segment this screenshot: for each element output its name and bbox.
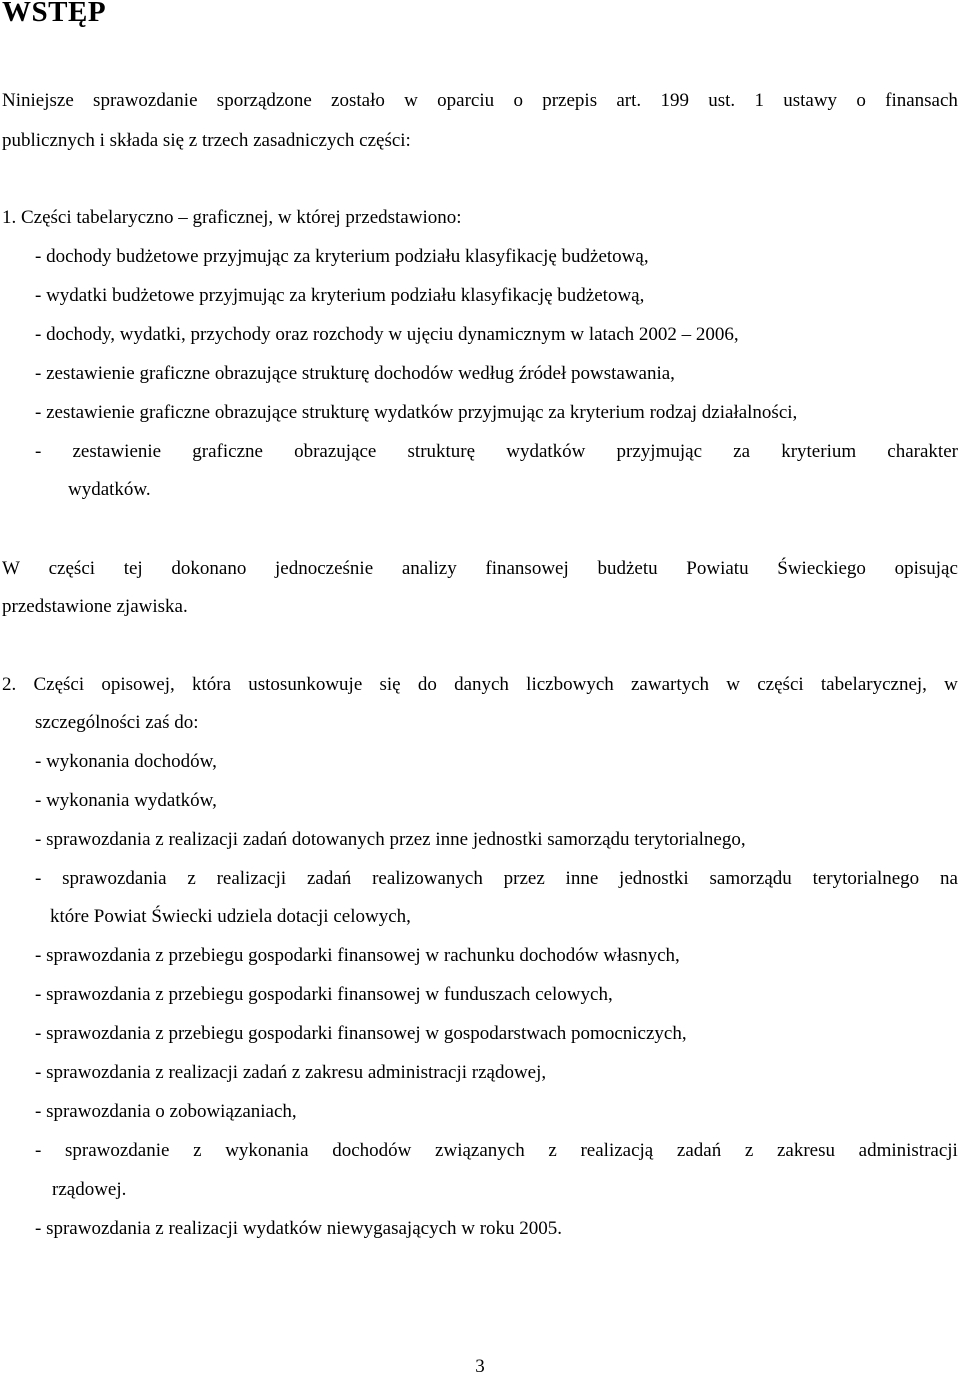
section2-title-line-2: szczególności zaś do: — [35, 712, 199, 733]
word: związanych — [435, 1140, 525, 1161]
section2-item: - wykonania dochodów, — [35, 751, 217, 772]
word: Części — [33, 674, 85, 695]
word: finansach — [885, 90, 958, 111]
word: przepis — [542, 90, 598, 111]
word: tej — [123, 558, 143, 579]
word: inne — [565, 868, 599, 889]
word: ustawy — [783, 90, 838, 111]
word: z — [193, 1140, 202, 1161]
word: terytorialnego — [812, 868, 920, 889]
word: dochodów — [332, 1140, 412, 1161]
word: sporządzone — [216, 90, 312, 111]
word: zadań — [306, 868, 352, 889]
word: z — [744, 1140, 754, 1161]
word: analizy — [401, 558, 457, 579]
word: graficzne — [192, 441, 263, 462]
section2-item: - sprawozdania z przebiegu gospodarki finansowej w funduszach celowych, — [35, 984, 613, 1005]
analysis-line-2: przedstawione zjawiska. — [2, 596, 188, 617]
word: tabelarycznej, — [820, 674, 927, 695]
word: zakresu — [776, 1140, 835, 1161]
section1-item-last-line-2: wydatków. — [68, 479, 151, 500]
section2-item: - sprawozdania z realizacji zadań z zakresu administracji rządowej, — [35, 1062, 547, 1083]
word: się — [379, 674, 401, 695]
word: - — [35, 1140, 42, 1161]
section2-item: - wykonania wydatków, — [35, 790, 217, 811]
section1-title: 1. Części tabelaryczno – graficznej, w której przedstawiono: — [2, 207, 462, 228]
section2-item-dotacje-line-1 — [35, 868, 958, 890]
word: strukturę — [407, 441, 476, 462]
word: - — [35, 868, 42, 889]
word: samorządu — [709, 868, 792, 889]
section1-item: - zestawienie graficzne obrazujące strukturę wydatków przyjmując za kryterium rodzaj działalności, — [35, 402, 798, 423]
page-heading: WSTĘP — [2, 0, 107, 28]
word: sprawozdanie — [93, 90, 198, 111]
page-number: 3 — [475, 1356, 485, 1377]
word: finansowej — [485, 558, 569, 579]
section2-item-dotacje-line-2: które Powiat Świecki udziela dotacji celowych, — [50, 906, 411, 927]
word: ust. — [708, 90, 736, 111]
word: danych — [454, 674, 509, 695]
section2-item: - sprawozdania z przebiegu gospodarki finansowej w gospodarstwach pomocniczych, — [35, 1023, 687, 1044]
word: art. — [616, 90, 642, 111]
word: części — [757, 674, 804, 695]
word: w — [944, 674, 958, 695]
section2-item-final: - sprawozdania z realizacji wydatków niewygasających w roku 2005. — [35, 1218, 563, 1239]
word: - — [35, 441, 42, 462]
word: zestawienie — [72, 441, 162, 462]
word: sprawozdania — [62, 868, 167, 889]
word: która — [191, 674, 232, 695]
section2-item: - sprawozdania z realizacji zadań dotowanych przez inne jednostki samorządu terytorialnego, — [35, 829, 746, 850]
word: obrazujące — [294, 441, 377, 462]
word: w — [726, 674, 741, 695]
word: wydatków — [506, 441, 586, 462]
intro-line-1 — [2, 90, 958, 112]
word: 1 — [754, 90, 764, 111]
word: dokonano — [171, 558, 247, 579]
word: kryterium — [781, 441, 857, 462]
section2-title-line-1 — [2, 674, 958, 696]
word: opisowej, — [101, 674, 175, 695]
word: realizacji — [216, 868, 287, 889]
word: jednostki — [619, 868, 689, 889]
word: administracji — [858, 1140, 958, 1161]
word: zawartych — [630, 674, 710, 695]
word: przez — [503, 868, 545, 889]
word: Świeckiego — [777, 558, 866, 579]
word: oparciu — [437, 90, 495, 111]
word: na — [939, 868, 958, 889]
word: przyjmując — [616, 441, 703, 462]
section1-item: - dochody budżetowe przyjmując za kryterium podziału klasyfikację budżetową, — [35, 246, 649, 267]
section2-item: - sprawozdania o zobowiązaniach, — [35, 1101, 297, 1122]
word: budżetu — [597, 558, 658, 579]
word: do — [417, 674, 437, 695]
word: sprawozdanie — [64, 1140, 170, 1161]
word: jednocześnie — [275, 558, 374, 579]
word: o — [856, 90, 866, 111]
word: ustosunkowuje — [248, 674, 363, 695]
section1-item: - zestawienie graficzne obrazujące strukturę dochodów według źródeł powstawania, — [35, 363, 675, 384]
section1-item-last-line-1 — [35, 441, 958, 463]
word: 2. — [2, 674, 17, 695]
section2-item: - sprawozdania z przebiegu gospodarki finansowej w rachunku dochodów własnych, — [35, 945, 680, 966]
word: opisując — [894, 558, 958, 579]
word: Niniejsze — [2, 90, 74, 111]
word: 199 — [660, 90, 689, 111]
word: wykonania — [225, 1140, 309, 1161]
analysis-line-1 — [2, 558, 958, 580]
word: z — [187, 868, 196, 889]
section1-item: - dochody, wydatki, przychody oraz rozchody w ujęciu dynamicznym w latach 2002 – 2006, — [35, 324, 739, 345]
section2-item-admin-line-2: rządowej. — [52, 1179, 127, 1200]
section1-item: - wydatki budżetowe przyjmując za kryterium podziału klasyfikację budżetową, — [35, 285, 645, 306]
word: realizacją — [580, 1140, 654, 1161]
word: zostało — [331, 90, 385, 111]
intro-line-2: publicznych i składa się z trzech zasadniczych części: — [2, 130, 411, 151]
word: charakter — [887, 441, 958, 462]
word: Powiatu — [686, 558, 749, 579]
word: liczbowych — [526, 674, 614, 695]
word: za — [733, 441, 751, 462]
word: z — [548, 1140, 557, 1161]
word: realizowanych — [372, 868, 483, 889]
word: części — [48, 558, 96, 579]
word: w — [404, 90, 418, 111]
word: W — [2, 558, 20, 579]
section2-item-admin-line-1 — [35, 1140, 958, 1162]
word: zadań — [676, 1140, 722, 1161]
word: o — [513, 90, 523, 111]
